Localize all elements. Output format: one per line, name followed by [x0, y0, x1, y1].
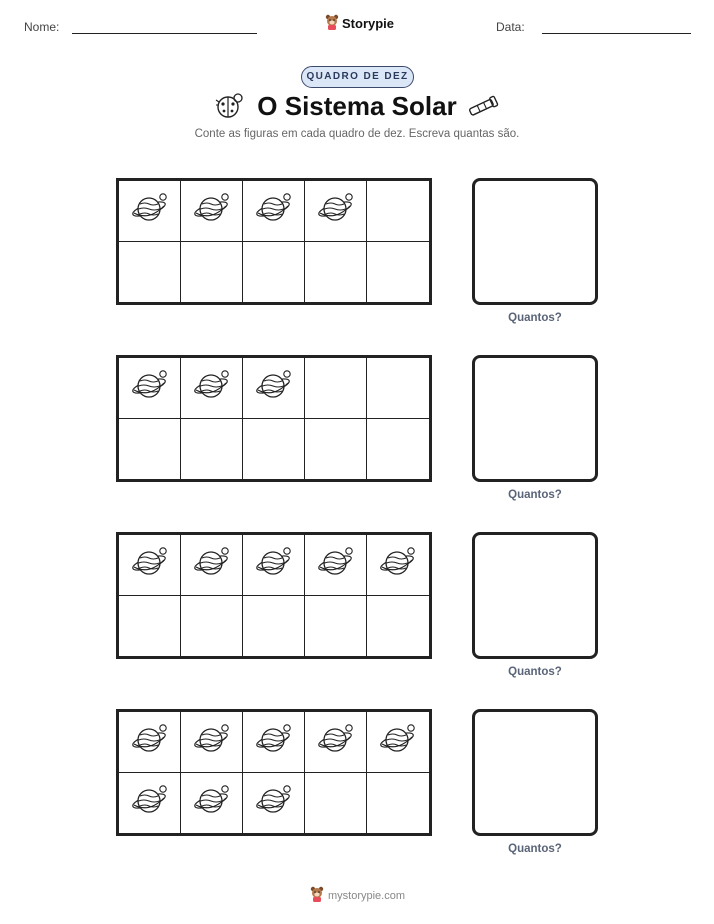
ten-frame-cell-empty [305, 773, 367, 834]
brand-name: Storypie [342, 16, 395, 31]
ten-frame-cell-empty [367, 242, 429, 303]
ten-frame-cell-filled [119, 358, 181, 419]
ten-frame-cell-empty [305, 596, 367, 657]
ten-frame-cell-filled [181, 712, 243, 773]
footer-url[interactable]: mystorypie.com [328, 889, 406, 902]
planet-icon [254, 191, 294, 230]
planet-icon [192, 191, 232, 230]
ten-frame-cell-empty [119, 596, 181, 657]
planet-icon [192, 368, 232, 407]
ten-frame-cell-filled [367, 535, 429, 596]
name-label: Nome: [24, 20, 60, 34]
ten-frame-cell-empty [181, 419, 243, 480]
ten-frame-cell-empty [367, 773, 429, 834]
planet-icon [130, 191, 170, 230]
date-line[interactable] [542, 33, 691, 34]
ten-frame-cell-filled [181, 535, 243, 596]
ten-frame-cell-filled [243, 773, 305, 834]
planet-icon [130, 783, 170, 822]
ten-frame-cell-empty [181, 596, 243, 657]
ten-frame-cell-filled [119, 773, 181, 834]
name-line[interactable] [72, 33, 257, 34]
ten-frame-cell-filled [181, 181, 243, 242]
planet-icon [378, 722, 418, 761]
ten-frame-cell-filled [119, 712, 181, 773]
answer-label: Quantos? [508, 843, 562, 855]
planet-icon [316, 545, 356, 584]
ten-frame-cell-filled [243, 358, 305, 419]
answer-box[interactable] [472, 355, 598, 482]
answer-box[interactable] [472, 178, 598, 305]
planet-icon [316, 722, 356, 761]
answer-label: Quantos? [508, 666, 562, 678]
planet-icon [130, 545, 170, 584]
answer-label: Quantos? [508, 312, 562, 324]
ten-frame [116, 178, 432, 305]
ten-frame-cell-filled [243, 712, 305, 773]
ten-frame-cell-empty [243, 596, 305, 657]
instructions: Conte as figuras em cada quadro de dez. Escreva quantas são. [194, 128, 520, 140]
brand-logo [325, 14, 394, 33]
footer [310, 886, 405, 905]
worksheet-type-badge: QUADRO DE DEZ [301, 66, 414, 88]
answer-label: Quantos? [508, 489, 562, 501]
planet-icon [378, 545, 418, 584]
planet-icon [316, 191, 356, 230]
answer-box[interactable] [472, 709, 598, 836]
ten-frame [116, 709, 432, 836]
planet-icon [254, 783, 294, 822]
telescope-icon [466, 95, 500, 122]
ten-frame-cell-filled [305, 535, 367, 596]
ladybug-planet-icon [214, 92, 246, 125]
ten-frame-cell-empty [305, 419, 367, 480]
ten-frame-cell-empty [367, 596, 429, 657]
planet-icon [130, 722, 170, 761]
planet-icon [254, 545, 294, 584]
planet-icon [254, 722, 294, 761]
ten-frame [116, 532, 432, 659]
ten-frame-cell-empty [119, 242, 181, 303]
ten-frame-cell-filled [305, 712, 367, 773]
ten-frame-cell-empty [305, 358, 367, 419]
ten-frame-cell-filled [243, 535, 305, 596]
ten-frame-cell-empty [367, 181, 429, 242]
ten-frame-cell-empty [119, 419, 181, 480]
ten-frame-cell-filled [181, 773, 243, 834]
ten-frame-cell-filled [119, 535, 181, 596]
planet-icon [192, 783, 232, 822]
ten-frame [116, 355, 432, 482]
ten-frame-cell-empty [243, 419, 305, 480]
ten-frame-cell-empty [367, 419, 429, 480]
ten-frame-cell-filled [367, 712, 429, 773]
planet-icon [192, 722, 232, 761]
date-label: Data: [496, 20, 525, 34]
ten-frame-cell-empty [305, 242, 367, 303]
storypie-bear-icon [325, 14, 339, 33]
ten-frame-cell-filled [243, 181, 305, 242]
ten-frame-cell-empty [367, 358, 429, 419]
storypie-bear-icon [310, 886, 324, 905]
ten-frame-cell-filled [305, 181, 367, 242]
ten-frame-cell-filled [181, 358, 243, 419]
page-title: O Sistema Solar [257, 91, 457, 121]
ten-frame-cell-empty [243, 242, 305, 303]
ten-frame-cell-filled [119, 181, 181, 242]
planet-icon [254, 368, 294, 407]
planet-icon [192, 545, 232, 584]
ten-frame-cell-empty [181, 242, 243, 303]
planet-icon [130, 368, 170, 407]
answer-box[interactable] [472, 532, 598, 659]
